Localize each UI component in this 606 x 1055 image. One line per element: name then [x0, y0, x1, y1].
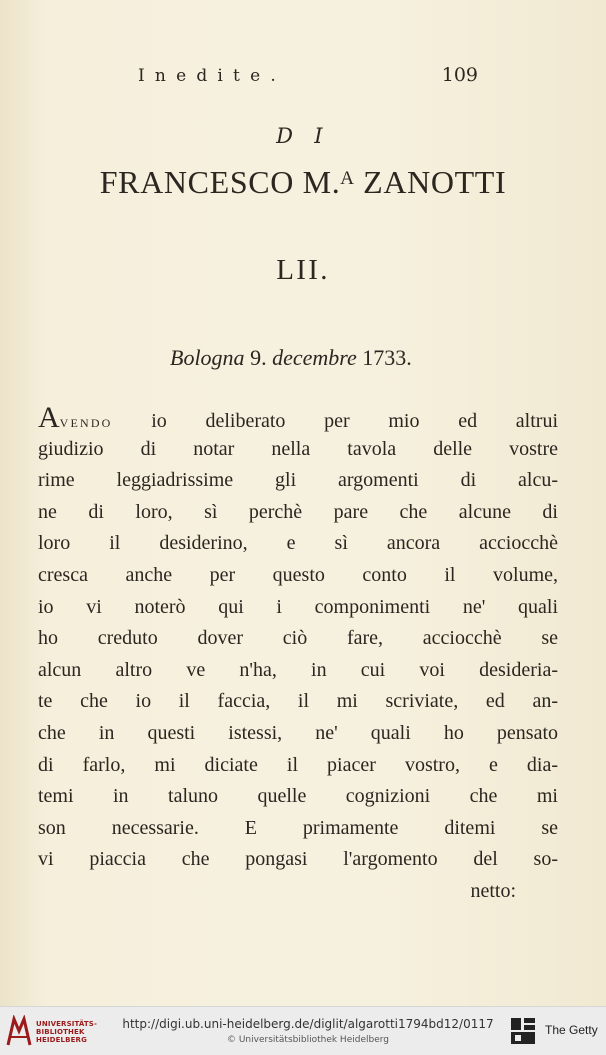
page-number: 109	[441, 64, 478, 86]
dateline-place: Bologna	[170, 345, 245, 370]
library-name-line: BIBLIOTHEK	[36, 1028, 85, 1036]
getty-name[interactable]: The Getty	[545, 1023, 598, 1037]
dateline-year: 1733.	[362, 345, 412, 370]
text-line: io vi noterò qui i componimenti ne' quali	[38, 595, 558, 618]
running-head-title: Inedite.	[138, 66, 286, 86]
text-line: alcun altro ve n'ha, in cui voi desideria-	[38, 658, 558, 681]
library-name-line: HEIDELBERG	[36, 1036, 87, 1044]
viewer-footer	[0, 1006, 606, 1055]
text-line: di farlo, mi diciate il piacer vostro, e dia-	[38, 753, 558, 776]
letter-body	[38, 402, 558, 908]
text-line: loro il desiderino, e sì ancora acciocchè	[38, 532, 558, 555]
author-name: FRANCESCO M.ᴬ ZANOTTI	[99, 164, 507, 200]
text-line: cresca anche per questo conto il volume,	[38, 563, 558, 586]
text-line: son necessarie. E primamente ditemi se	[38, 816, 558, 839]
first-word-rest: VENDO	[59, 416, 113, 430]
dateline-day: 9.	[250, 345, 267, 370]
dateline	[170, 345, 412, 371]
text-line: giudizio di notar nella tavola delle vostre	[38, 437, 558, 460]
getty-logo-icon[interactable]	[510, 1017, 536, 1045]
first-line-text: io deliberato per mio ed altrui	[151, 410, 558, 432]
heidelberg-library-logo-icon[interactable]	[6, 1015, 32, 1047]
drop-cap: A	[38, 401, 60, 434]
text-line: ne di loro, sì perchè pare che alcune di	[38, 500, 558, 523]
text-line: ho creduto dover ciò fare, acciocchè se	[38, 627, 558, 650]
author-prefix: D I	[276, 124, 330, 148]
letter-number: LII.	[276, 254, 330, 286]
running-head	[138, 66, 478, 86]
text-line-first	[38, 402, 558, 434]
text-line: rime leggiadrissime gli argomenti di alcu-	[38, 469, 558, 492]
library-name	[36, 1020, 97, 1044]
permalink-url[interactable]: http://digi.ub.uni-heidelberg.de/diglit/algarotti1794bd12/0117	[122, 1017, 494, 1031]
library-name-line: UNIVERSITÄTS-	[36, 1020, 98, 1028]
text-line-last: netto:	[470, 879, 516, 902]
text-line: temi in taluno quelle cognizioni che mi	[38, 785, 558, 808]
dateline-month: decembre	[272, 345, 357, 370]
text-line: vi piaccia che pongasi l'argomento del so-	[38, 848, 558, 871]
text-line: che in questi istessi, ne' quali ho pensato	[38, 721, 558, 744]
text-line: te che io il faccia, il mi scriviate, ed an-	[38, 690, 558, 713]
copyright-notice: © Universitätsbibliothek Heidelberg	[226, 1035, 389, 1045]
